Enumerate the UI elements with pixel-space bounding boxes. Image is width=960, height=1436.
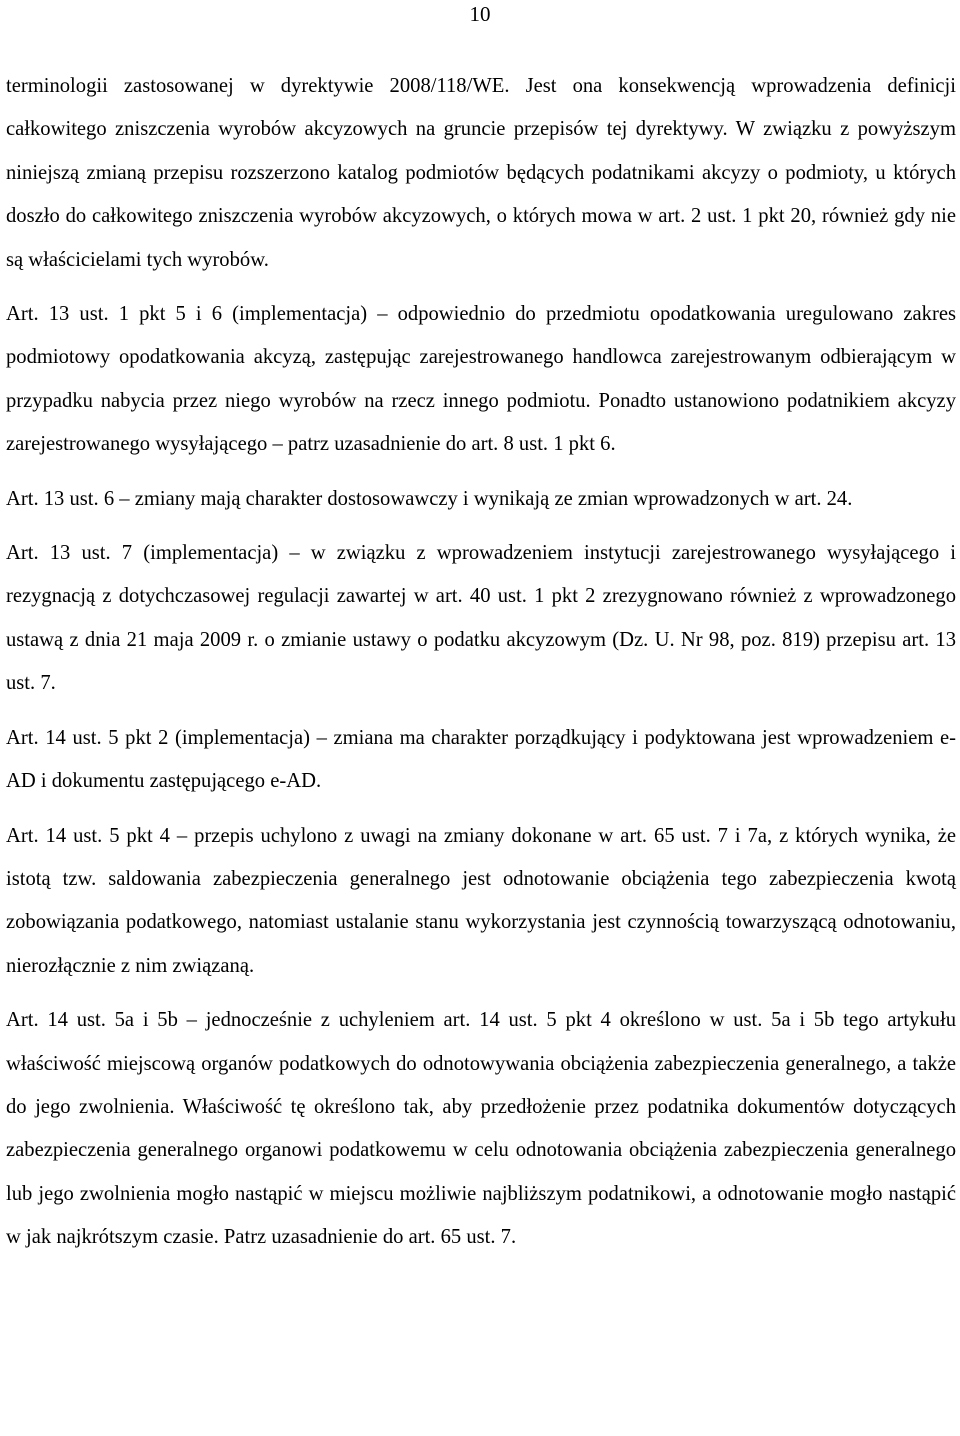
paragraph-art-14-ust-5a-5b: Art. 14 ust. 5a i 5b – jednocześnie z uchyleniem art. 14 ust. 5 pkt 4 określono w ust. 5a i 5b tego artykułu właściwość miejscową organów podatkowych do odnotowywania obciążenia zabezpieczenia generalnego, a także do jego zwolnienia. Właściwość tę określono tak, aby przedłożenie przez podatnika dokumentów dotyczących zabezpieczenia generalnego organowi podatkowemu w celu odnotowania obciążenia zabezpieczenia generalnego lub jego zwolnienia mogło nastąpić w miejscu możliwie najbliższym podatnikowi, a odnotowanie mogło nastąpić w jak najkrótszym czasie. Patrz uzasadnienie do art. 65 ust. 7. [6, 1009, 956, 1249]
document-body [6, 65, 956, 1271]
paragraph-intro: terminologii zastosowanej w dyrektywie 2008/118/WE. Jest ona konsekwencją wprowadzenia definicji całkowitego zniszczenia wyrobów akcyzowych na gruncie przepisów tej dyrektywy. W związku z powyższym niniejszą zmianą przepisu rozszerzono katalog podmiotów będących podatnikami akcyzy o podmioty, u których doszło do całkowitego zniszczenia wyrobów akcyzowych, o których mowa w art. 2 ust. 1 pkt 20, również gdy nie są właścicielami tych wyrobów. [6, 75, 956, 271]
paragraph-art-13-ust-1: Art. 13 ust. 1 pkt 5 i 6 (implementacja) – odpowiednio do przedmiotu opodatkowania uregulowano zakres podmiotowy opodatkowania akcyzą, zastępując zarejestrowanego handlowca zarejestrowanym odbierającym w przypadku nabycia przez niego wyrobów na rzecz innego podmiotu. Ponadto ustanowiono podatnikiem akcyzy zarejestrowanego wysyłającego – patrz uzasadnienie do art. 8 ust. 1 pkt 6. [6, 303, 956, 456]
page-number: 10 [469, 2, 491, 26]
paragraph-art-14-ust-5-pkt-4: Art. 14 ust. 5 pkt 4 – przepis uchylono z uwagi na zmiany dokonane w art. 65 ust. 7 i 7a, z których wynika, że istotą tzw. saldowania zabezpieczenia generalnego jest odnotowanie obciążenia tego zabezpieczenia kwotą zobowiązania podatkowego, natomiast ustalanie stanu wykorzystania jest czynnością towarzyszącą odnotowaniu, nierozłącznie z nim związaną. [6, 824, 956, 977]
paragraph-art-13-ust-7: Art. 13 ust. 7 (implementacja) – w związku z wprowadzeniem instytucji zarejestrowanego wysyłającego i rezygnacją z dotychczasowej regulacji zawartej w art. 40 ust. 1 pkt 2 zrezygnowano również z wprowadzonego ustawą z dnia 21 maja 2009 r. o zmianie ustawy o podatku akcyzowym (Dz. U. Nr 98, poz. 819) przepisu art. 13 ust. 7. [6, 542, 956, 695]
paragraph-art-14-ust-5-pkt-2: Art. 14 ust. 5 pkt 2 (implementacja) – zmiana ma charakter porządkujący i podyktowana jest wprowadzeniem e-AD i dokumentu zastępującego e-AD. [6, 726, 956, 793]
paragraph-art-13-ust-6: Art. 13 ust. 6 – zmiany mają charakter dostosowawczy i wynikają ze zmian wprowadzonych w art. 24. [6, 487, 853, 510]
